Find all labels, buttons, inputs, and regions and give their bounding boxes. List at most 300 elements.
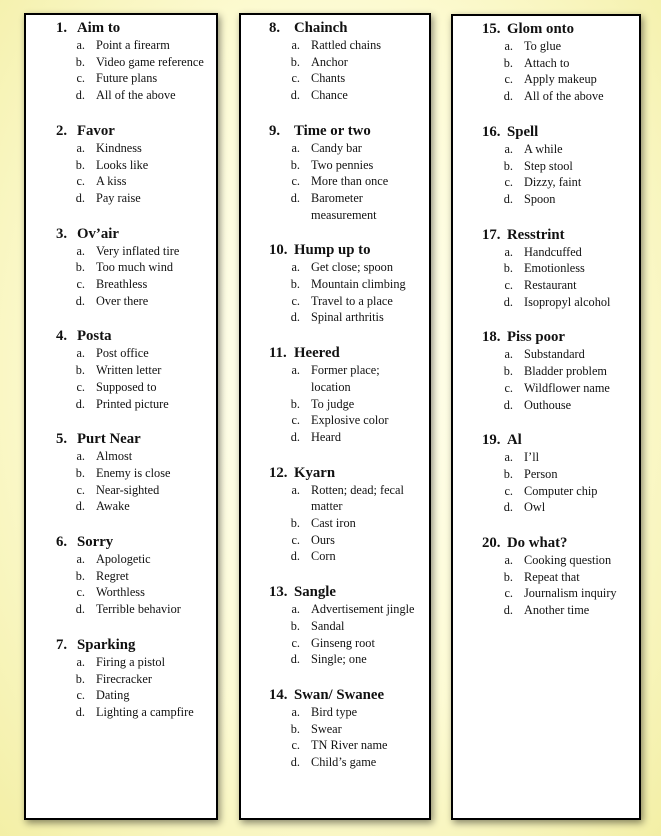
answer-option	[241, 482, 419, 515]
question-heading	[453, 20, 629, 38]
option-letter: b.	[290, 396, 300, 411]
option-letter: d.	[75, 88, 85, 103]
question-block	[26, 327, 206, 412]
answer-option	[241, 651, 419, 668]
option-text: Child’s game	[311, 755, 377, 770]
question-title: Do what?	[507, 535, 568, 552]
answer-option	[241, 54, 419, 71]
option-text: Spoon	[524, 191, 556, 206]
option-text: All of the above	[96, 88, 176, 103]
answer-option	[241, 70, 419, 87]
option-text: Over there	[96, 293, 149, 308]
option-letter: a.	[76, 38, 85, 52]
quiz-column-1	[24, 13, 218, 820]
option-text: Anchor	[311, 54, 348, 69]
option-letter: c.	[504, 175, 513, 190]
option-text: Computer chip	[524, 483, 598, 498]
option-letter: d.	[75, 499, 85, 514]
option-letter: b.	[503, 569, 513, 584]
question-block	[453, 328, 629, 413]
question-number: 2.	[56, 122, 68, 139]
question-title: Spell	[507, 123, 539, 140]
answer-option	[26, 687, 206, 704]
option-letter: b.	[290, 516, 300, 531]
answer-option	[26, 704, 206, 721]
quiz-column-3	[451, 14, 641, 820]
question-number: 7.	[56, 636, 68, 653]
answer-option	[241, 721, 419, 738]
answer-option	[26, 87, 206, 104]
answer-option	[26, 568, 206, 585]
answer-option	[453, 277, 629, 294]
option-text: Journalism inquiry	[524, 586, 617, 601]
option-text: Pay raise	[96, 190, 141, 205]
answer-option	[241, 515, 419, 532]
question-block	[241, 583, 419, 668]
answer-option	[453, 71, 629, 88]
answer-option	[26, 551, 206, 568]
option-letter: d.	[290, 88, 300, 103]
option-letter: d.	[75, 293, 85, 308]
option-text: Single; one	[311, 652, 367, 667]
question-title: Heered	[294, 345, 340, 362]
option-letter: b.	[75, 157, 85, 172]
question-number: 14.	[269, 686, 288, 703]
option-letter: d.	[290, 755, 300, 770]
answer-option	[26, 584, 206, 601]
option-text: Awake	[96, 499, 130, 514]
option-letter: c.	[76, 379, 85, 394]
option-text: Chance	[311, 88, 348, 103]
answer-options	[453, 552, 629, 619]
answer-option	[453, 552, 629, 569]
answer-option	[453, 397, 629, 414]
answer-option	[241, 412, 419, 429]
question-title: Hump up to	[294, 242, 371, 259]
question-heading	[241, 464, 419, 482]
answer-option	[241, 362, 419, 395]
option-letter: d.	[290, 190, 300, 205]
option-text: Restaurant	[524, 278, 577, 293]
answer-options	[241, 362, 419, 446]
option-text: Heard	[311, 429, 342, 444]
answer-option	[241, 618, 419, 635]
answer-option	[453, 174, 629, 191]
question-number: 6.	[56, 534, 68, 551]
question-title: Ov’air	[77, 225, 119, 242]
question-number: 8.	[269, 20, 281, 36]
option-text: Terrible behavior	[96, 602, 181, 617]
answer-option	[26, 654, 206, 671]
answer-option	[453, 141, 629, 158]
option-text: Owl	[524, 500, 546, 515]
option-text: Kindness	[96, 140, 142, 155]
option-letter: b.	[290, 721, 300, 736]
question-number: 19.	[482, 432, 501, 449]
option-letter: d.	[503, 294, 513, 309]
option-text: Bladder problem	[524, 364, 607, 379]
question-title: Sorry	[77, 534, 114, 551]
option-letter: c.	[76, 688, 85, 703]
option-text: Lighting a campfire	[96, 704, 194, 719]
option-text: Get close; spoon	[311, 260, 393, 275]
answer-option	[26, 671, 206, 688]
option-text: Rattled chains	[311, 38, 382, 52]
question-title: Resstrint	[507, 226, 565, 243]
option-text: Another time	[524, 603, 590, 618]
option-letter: b.	[503, 158, 513, 173]
option-text: Ours	[311, 532, 335, 547]
question-number: 3.	[56, 225, 68, 242]
answer-option	[241, 532, 419, 549]
option-text: Almost	[96, 449, 133, 464]
question-number: 1.	[56, 20, 68, 36]
option-letter: d.	[75, 704, 85, 719]
question-block	[26, 430, 206, 515]
option-text: Step stool	[524, 158, 573, 173]
option-letter: d.	[503, 603, 513, 618]
option-text: Written letter	[96, 363, 162, 378]
option-text: Regret	[96, 568, 129, 583]
option-letter: a.	[504, 39, 513, 53]
question-heading	[241, 122, 419, 140]
answer-option	[453, 346, 629, 363]
option-letter: a.	[504, 141, 513, 156]
option-text: Printed picture	[96, 396, 169, 411]
option-text: Attach to	[524, 55, 570, 70]
question-title: Al	[507, 432, 522, 449]
option-text: Very inflated tire	[96, 243, 180, 258]
option-text: TN River name	[311, 738, 388, 753]
option-letter: c.	[291, 413, 300, 428]
option-letter: d.	[290, 310, 300, 325]
option-text: Rotten; dead; fecal matter	[311, 482, 404, 514]
quiz-column-2	[239, 13, 431, 820]
question-heading	[26, 430, 206, 448]
answer-options	[241, 140, 419, 224]
answer-options	[241, 601, 419, 668]
answer-option	[241, 140, 419, 157]
option-letter: d.	[75, 602, 85, 617]
answer-option	[453, 380, 629, 397]
option-letter: a.	[504, 347, 513, 362]
option-text: Isopropyl alcohol	[524, 294, 611, 309]
answer-options	[241, 704, 419, 771]
option-text: Ginseng root	[311, 635, 375, 650]
option-text: Worthless	[96, 585, 145, 600]
answer-options	[26, 243, 206, 310]
answer-option	[241, 309, 419, 326]
question-heading	[26, 533, 206, 551]
option-text: Bird type	[311, 704, 358, 719]
option-text: Spinal arthritis	[311, 310, 384, 325]
question-block	[241, 241, 419, 326]
option-letter: a.	[291, 602, 300, 617]
option-text: Video game reference	[96, 54, 204, 69]
answer-option	[453, 38, 629, 55]
answer-option	[241, 173, 419, 190]
option-letter: d.	[503, 191, 513, 206]
option-text: Post office	[96, 346, 149, 361]
option-text: All of the above	[524, 89, 604, 104]
answer-options	[26, 654, 206, 721]
answer-option	[453, 585, 629, 602]
question-block	[241, 464, 419, 566]
option-letter: c.	[291, 71, 300, 86]
option-letter: d.	[503, 89, 513, 104]
option-letter: a.	[76, 654, 85, 669]
question-title: Time or two	[294, 122, 371, 139]
question-block	[26, 533, 206, 618]
option-letter: b.	[75, 465, 85, 480]
answer-options	[26, 140, 206, 207]
question-block	[453, 123, 629, 208]
option-text: Person	[524, 466, 558, 481]
option-text: Travel to a place	[311, 293, 393, 308]
option-letter: b.	[503, 261, 513, 276]
option-text: Near-sighted	[96, 482, 160, 497]
answer-options	[241, 37, 419, 104]
option-letter: b.	[503, 55, 513, 70]
answer-option	[453, 191, 629, 208]
question-number: 18.	[482, 329, 501, 346]
question-title: Sparking	[77, 636, 136, 653]
option-text: Firing a pistol	[96, 654, 166, 669]
option-text: Firecracker	[96, 671, 152, 686]
option-letter: b.	[290, 157, 300, 172]
answer-options	[241, 259, 419, 326]
option-text: To glue	[524, 39, 562, 53]
option-text: Breathless	[96, 277, 148, 292]
option-text: Dizzy, faint	[524, 175, 582, 190]
answer-option	[26, 396, 206, 413]
question-heading	[26, 327, 206, 345]
question-heading	[26, 636, 206, 654]
question-heading	[453, 123, 629, 141]
option-text: A kiss	[96, 174, 127, 189]
option-letter: b.	[290, 618, 300, 633]
question-title: Chainch	[294, 20, 348, 36]
option-text: Wildflower name	[524, 380, 610, 395]
question-block	[26, 636, 206, 721]
option-text: Emotionless	[524, 261, 585, 276]
question-number: 11.	[269, 345, 287, 362]
option-letter: a.	[504, 450, 513, 465]
question-number: 10.	[269, 242, 288, 259]
answer-options	[453, 141, 629, 208]
answer-option	[241, 87, 419, 104]
option-text: Sandal	[311, 618, 345, 633]
question-block	[26, 225, 206, 310]
option-text: Former place; location	[311, 363, 380, 394]
option-text: Corn	[311, 549, 336, 564]
answer-option	[241, 157, 419, 174]
answer-option	[26, 379, 206, 396]
option-letter: a.	[291, 482, 300, 497]
answer-option	[26, 276, 206, 293]
answer-option	[26, 190, 206, 207]
option-text: Outhouse	[524, 397, 572, 412]
answer-option	[26, 140, 206, 157]
option-text: I’ll	[524, 450, 540, 465]
option-letter: c.	[291, 174, 300, 189]
option-letter: c.	[504, 586, 513, 601]
option-letter: c.	[504, 72, 513, 87]
option-letter: c.	[76, 482, 85, 497]
question-heading	[26, 225, 206, 243]
answer-option	[241, 276, 419, 293]
option-letter: a.	[504, 244, 513, 259]
option-letter: c.	[504, 483, 513, 498]
answer-option	[241, 190, 419, 223]
question-block	[241, 344, 419, 446]
option-letter: d.	[503, 397, 513, 412]
option-text: Cast iron	[311, 516, 356, 531]
answer-option	[453, 449, 629, 466]
answer-option	[26, 293, 206, 310]
question-block	[453, 534, 629, 619]
option-letter: d.	[290, 652, 300, 667]
option-letter: d.	[290, 429, 300, 444]
answer-options	[453, 38, 629, 105]
option-letter: c.	[76, 174, 85, 189]
option-letter: d.	[503, 500, 513, 515]
option-letter: c.	[291, 635, 300, 650]
question-heading	[241, 344, 419, 362]
question-title: Aim to	[77, 20, 121, 36]
answer-option	[241, 704, 419, 721]
option-letter: a.	[291, 704, 300, 719]
answer-option	[26, 345, 206, 362]
answer-option	[453, 363, 629, 380]
answer-option	[241, 737, 419, 754]
question-number: 4.	[56, 328, 68, 345]
answer-option	[453, 483, 629, 500]
answer-options	[26, 448, 206, 515]
option-letter: a.	[291, 140, 300, 155]
option-letter: a.	[291, 38, 300, 52]
option-text: Candy bar	[311, 140, 362, 155]
question-number: 15.	[482, 21, 501, 37]
option-letter: b.	[503, 466, 513, 481]
answer-option	[241, 754, 419, 771]
question-block	[453, 431, 629, 516]
answer-option	[453, 158, 629, 175]
answer-option	[26, 465, 206, 482]
question-title: Favor	[77, 122, 115, 139]
option-text: Mountain climbing	[311, 277, 406, 292]
option-letter: b.	[75, 671, 85, 686]
option-text: Supposed to	[96, 379, 157, 394]
answer-option	[453, 602, 629, 619]
answer-option	[26, 243, 206, 260]
question-title: Glom onto	[507, 21, 574, 37]
answer-options	[453, 244, 629, 311]
answer-option	[26, 498, 206, 515]
option-letter: b.	[290, 54, 300, 69]
option-letter: a.	[291, 363, 300, 378]
answer-option	[26, 482, 206, 499]
question-heading	[453, 226, 629, 244]
answer-option	[453, 55, 629, 72]
question-block	[241, 122, 419, 224]
question-title: Posta	[77, 328, 112, 345]
answer-option	[453, 88, 629, 105]
option-text: Repeat that	[524, 569, 580, 584]
answer-option	[453, 466, 629, 483]
question-title: Piss poor	[507, 329, 565, 346]
option-letter: a.	[76, 449, 85, 464]
option-text: Barometer measurement	[311, 190, 377, 222]
question-block	[241, 686, 419, 771]
question-number: 12.	[269, 464, 288, 481]
option-letter: c.	[76, 277, 85, 292]
option-letter: d.	[75, 190, 85, 205]
option-text: Advertisement jingle	[311, 602, 415, 617]
question-number: 5.	[56, 431, 68, 448]
option-text: Point a firearm	[96, 38, 170, 52]
question-heading	[453, 328, 629, 346]
answer-option	[241, 635, 419, 652]
question-block	[241, 19, 419, 104]
answer-option	[453, 569, 629, 586]
option-text: More than once	[311, 174, 389, 189]
option-text: Two pennies	[311, 157, 374, 172]
option-letter: b.	[503, 364, 513, 379]
option-text: Apologetic	[96, 552, 151, 567]
answer-option	[26, 173, 206, 190]
question-number: 17.	[482, 226, 501, 243]
answer-option	[26, 54, 206, 71]
question-title: Kyarn	[294, 464, 336, 481]
answer-option	[453, 499, 629, 516]
option-letter: b.	[75, 54, 85, 69]
option-letter: c.	[504, 278, 513, 293]
option-text: Future plans	[96, 71, 158, 86]
option-letter: b.	[75, 363, 85, 378]
answer-option	[241, 601, 419, 618]
question-heading	[241, 583, 419, 601]
option-text: Chants	[311, 71, 346, 86]
answer-option	[241, 293, 419, 310]
option-text: To judge	[311, 396, 355, 411]
option-letter: a.	[504, 553, 513, 568]
option-letter: b.	[75, 568, 85, 583]
option-letter: c.	[76, 585, 85, 600]
answer-option	[26, 259, 206, 276]
option-text: A while	[524, 141, 563, 156]
answer-option	[241, 396, 419, 413]
answer-option	[26, 601, 206, 618]
answer-option	[453, 260, 629, 277]
option-letter: b.	[290, 277, 300, 292]
answer-option	[241, 548, 419, 565]
answer-option	[26, 70, 206, 87]
question-title: Purt Near	[77, 431, 141, 448]
option-letter: c.	[76, 71, 85, 86]
question-block	[26, 19, 206, 104]
option-letter: c.	[291, 738, 300, 753]
option-letter: c.	[291, 532, 300, 547]
question-heading	[26, 122, 206, 140]
option-letter: a.	[76, 140, 85, 155]
question-number: 20.	[482, 535, 501, 552]
option-text: Swear	[311, 721, 342, 736]
option-text: Enemy is close	[96, 465, 171, 480]
option-text: Dating	[96, 688, 130, 703]
question-title: Swan/ Swanee	[294, 686, 385, 703]
answer-options	[453, 449, 629, 516]
